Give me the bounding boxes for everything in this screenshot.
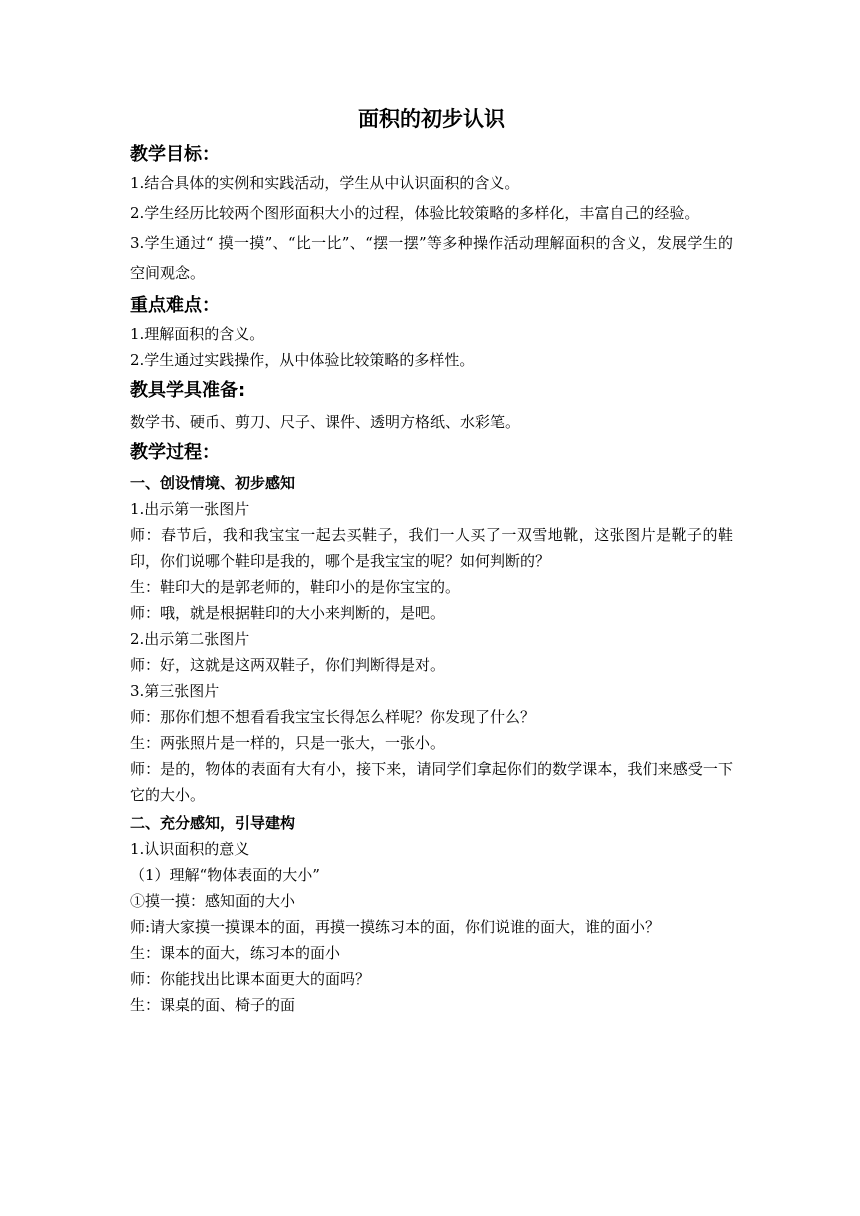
objective-item-1: 1.结合具体的实例和实践活动，学生从中认识面积的含义。 xyxy=(130,174,520,192)
objectives-heading: 教学目标： xyxy=(130,144,220,165)
document-body xyxy=(130,98,733,1018)
section1-line-8: 师：那你们想不想看看我宝宝长得怎么样呢？你发现了什么？ xyxy=(130,708,536,726)
section1-line-9: 生：两张照片是一样的，只是一张大，一张小。 xyxy=(130,734,446,752)
section1-line-7: 3.第三张图片 xyxy=(130,682,220,700)
section2-line-7: 生：课桌的面、椅子的面 xyxy=(130,996,296,1014)
section2-line-6: 师：你能找出比课本面更大的面吗？ xyxy=(130,970,371,988)
objective-item-2: 2.学生经历比较两个图形面积大小的过程，体验比较策略的多样化，丰富自己的经验。 xyxy=(130,204,700,222)
materials-heading: 教具学具准备: xyxy=(130,380,246,401)
section2-line-1: 1.认识面积的意义 xyxy=(130,840,250,858)
objective-item-3: 3.学生通过“ 摸一摸”、“比一比”、“摆一摆”等多种操作活动理解面积的含义，发展学生的空间观念。 xyxy=(130,234,733,282)
section2-line-3: ①摸一摸：感知面的大小 xyxy=(130,892,296,910)
section2-line-2: （1）理解“物体表面的大小” xyxy=(130,866,320,884)
document-title: 面积的初步认识 xyxy=(358,107,505,131)
process-heading: 教学过程： xyxy=(130,442,220,463)
key-point-item-1: 1.理解面积的含义。 xyxy=(130,325,265,343)
section1-line-2: 师：春节后，我和我宝宝一起去买鞋子，我们一人买了一双雪地靴，这张图片是靴子的鞋印，你们说哪个鞋印是我的，哪个是我宝宝的呢？如何判断的？ xyxy=(130,526,733,570)
key-points-heading: 重点难点： xyxy=(130,295,220,316)
key-point-item-2: 2.学生通过实践操作，从中体验比较策略的多样性。 xyxy=(130,351,475,369)
section1-line-1: 1.出示第一张图片 xyxy=(130,500,250,518)
section2-title: 二、充分感知，引导建构 xyxy=(130,814,296,832)
section1-line-5: 2.出示第二张图片 xyxy=(130,630,250,648)
section2-line-4: 师:请大家摸一摸课本的面，再摸一摸练习本的面，你们说谁的面大，谁的面小？ xyxy=(130,918,661,936)
section1-title: 一、创设情境、初步感知 xyxy=(130,474,296,492)
materials-text: 数学书、硬币、剪刀、尺子、课件、透明方格纸、水彩笔。 xyxy=(130,413,521,431)
section1-line-6: 师：好，这就是这两双鞋子，你们判断得是对。 xyxy=(130,656,446,674)
section1-line-10: 师：是的，物体的表面有大有小，接下来，请同学们拿起你们的数学课本，我们来感受一下它的大小。 xyxy=(130,760,733,804)
section2-line-5: 生：课本的面大，练习本的面小 xyxy=(130,944,341,962)
section1-line-3: 生：鞋印大的是郭老师的，鞋印小的是你宝宝的。 xyxy=(130,578,461,596)
section1-line-4: 师：哦，就是根据鞋印的大小来判断的，是吧。 xyxy=(130,604,446,622)
